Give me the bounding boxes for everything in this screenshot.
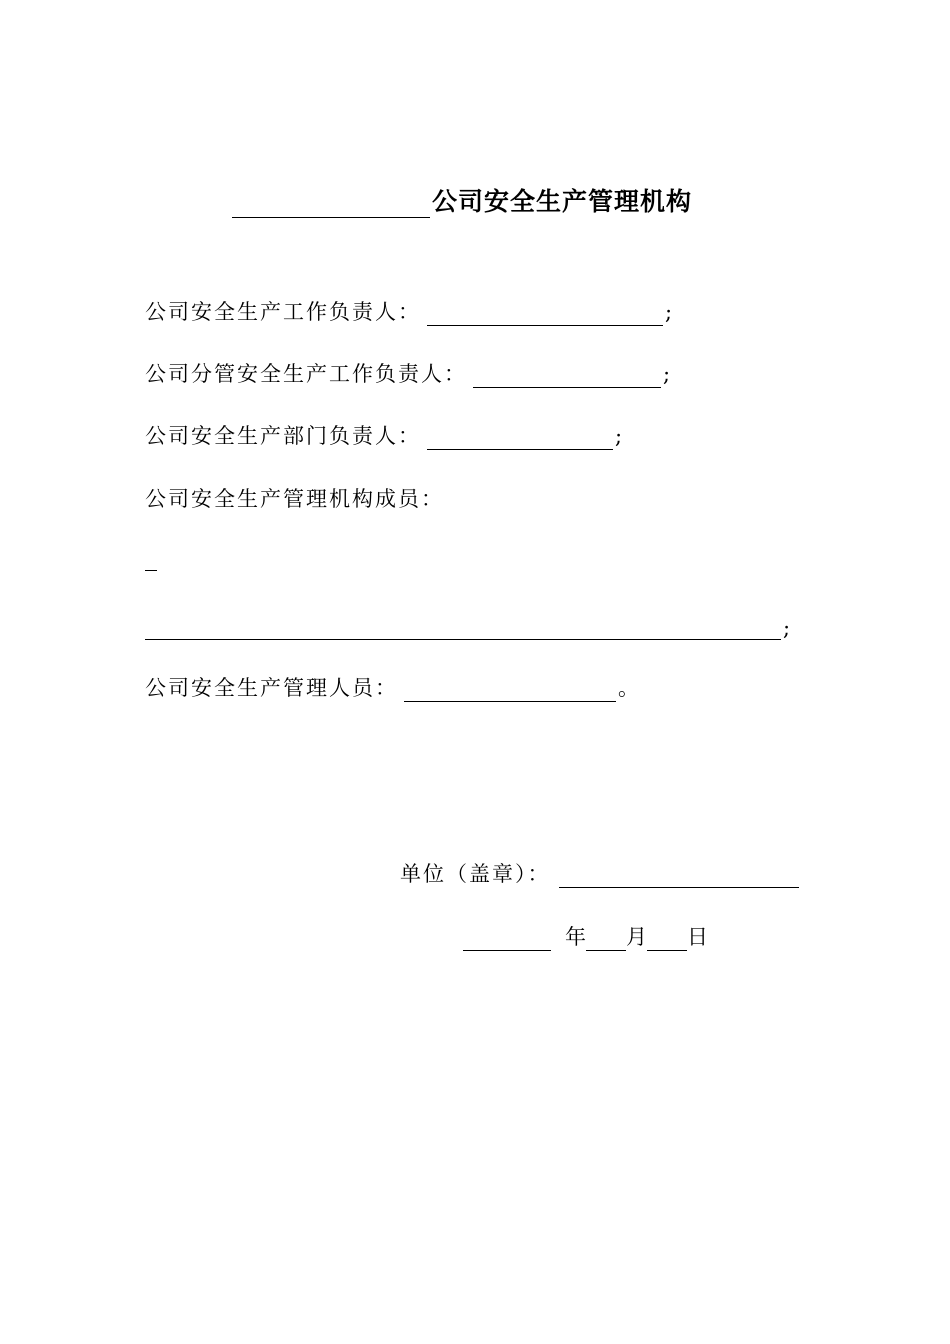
safety-work-leader-field bbox=[145, 296, 672, 326]
month-blank[interactable] bbox=[586, 926, 626, 951]
stamp-field bbox=[400, 858, 799, 888]
members-end-punct: ; bbox=[783, 616, 791, 640]
field-end-punct: ; bbox=[665, 300, 673, 324]
safety-work-leader-label: 公司安全生产工作负责人： bbox=[145, 300, 421, 324]
field-end-punct: ; bbox=[663, 362, 671, 386]
safety-managers-label: 公司安全生产管理人员： bbox=[145, 676, 398, 700]
company-name-blank[interactable] bbox=[232, 189, 430, 218]
date-field bbox=[463, 921, 708, 951]
stamp-label: 单位（盖章）： bbox=[400, 862, 551, 886]
safety-department-head-label: 公司安全生产部门负责人： bbox=[145, 424, 421, 448]
safety-org-members-label: 公司安全生产管理机构成员： bbox=[145, 487, 444, 511]
year-blank[interactable] bbox=[463, 926, 551, 951]
members-start-dash bbox=[145, 560, 157, 571]
deputy-safety-leader-label: 公司分管安全生产工作负责人： bbox=[145, 362, 467, 386]
safety-department-head-blank[interactable] bbox=[427, 425, 613, 450]
page-title: 公司安全生产管理机构 bbox=[432, 187, 693, 216]
day-blank[interactable] bbox=[647, 926, 687, 951]
members-line bbox=[145, 610, 790, 640]
day-label: 日 bbox=[687, 925, 708, 949]
deputy-safety-leader-field bbox=[145, 358, 670, 388]
field-end-punct: ; bbox=[615, 424, 623, 448]
safety-org-members-field bbox=[145, 483, 444, 513]
document-title-row bbox=[232, 182, 692, 218]
deputy-safety-leader-blank[interactable] bbox=[473, 363, 661, 388]
safety-managers-field bbox=[145, 672, 639, 702]
safety-work-leader-blank[interactable] bbox=[427, 301, 663, 326]
month-label: 月 bbox=[626, 925, 647, 949]
year-label: 年 bbox=[565, 925, 586, 949]
safety-managers-blank[interactable] bbox=[404, 677, 616, 702]
field-end-punct: 。 bbox=[618, 676, 639, 700]
stamp-blank[interactable] bbox=[559, 863, 799, 888]
members-blank[interactable] bbox=[145, 615, 781, 640]
safety-department-head-field bbox=[145, 420, 622, 450]
